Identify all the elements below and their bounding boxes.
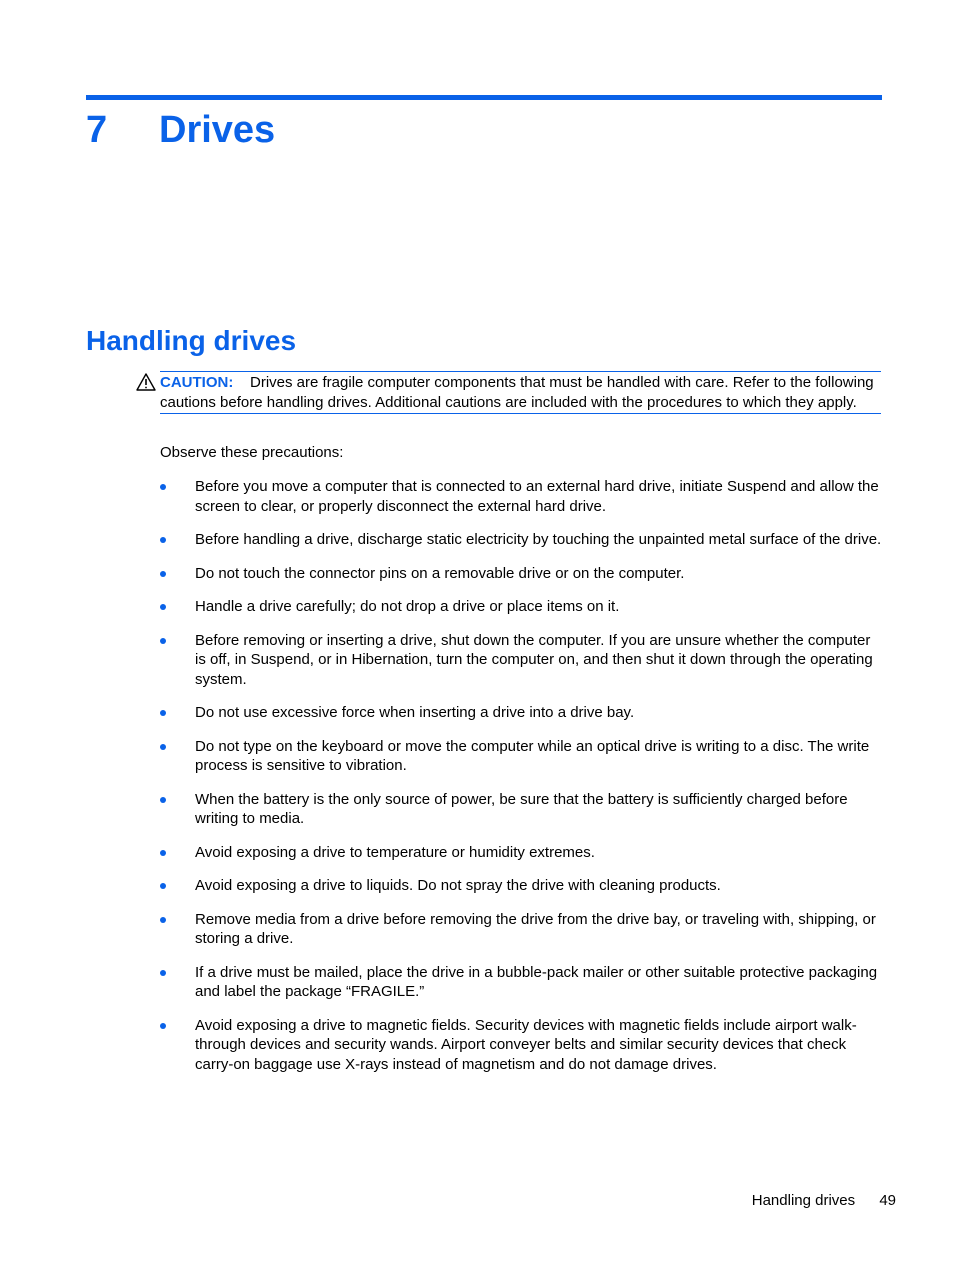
list-item xyxy=(160,963,882,1002)
list-item-text: If a drive must be mailed, place the drive in a bubble-pack mailer or other suitable protective packaging and label the package “FRAGILE.” xyxy=(195,963,878,1000)
bullet-icon xyxy=(160,883,166,889)
caution-paragraph xyxy=(160,373,881,412)
list-item xyxy=(160,597,882,617)
chapter-title: Drives xyxy=(159,109,276,151)
list-item xyxy=(160,631,882,690)
list-item xyxy=(160,530,882,550)
list-item xyxy=(160,737,882,776)
list-item xyxy=(160,790,882,829)
list-item-text: Remove media from a drive before removing the drive from the drive bay, or traveling with, shipping, or storing a drive. xyxy=(195,910,876,947)
bullet-icon xyxy=(160,604,166,610)
list-item-text: Avoid exposing a drive to magnetic fields. Security devices with magnetic fields include airport walk-through devices and security wands. Airport conveyer belts and similar security devices that check carry-on baggage use X-rays instead of magnetism and do not damage drives. xyxy=(195,1016,857,1073)
list-item xyxy=(160,703,882,723)
intro-text: Observe these precautions: xyxy=(160,444,344,461)
caution-text: Drives are fragile computer components that must be handled with care. Refer to the following cautions before handling drives. Additional cautions are included with the procedures to which they apply. xyxy=(160,374,874,411)
chapter-rule xyxy=(86,95,882,100)
page-footer xyxy=(752,1191,896,1211)
list-item-text: Handle a drive carefully; do not drop a drive or place items on it. xyxy=(195,598,620,615)
list-item xyxy=(160,477,882,516)
footer-section-title: Handling drives xyxy=(751,1192,856,1209)
bullet-icon xyxy=(160,797,166,803)
bullet-icon xyxy=(160,917,166,923)
precautions-list xyxy=(160,477,882,1088)
bullet-icon xyxy=(160,537,166,543)
list-item xyxy=(160,876,882,896)
list-item xyxy=(160,564,882,584)
list-item xyxy=(160,910,882,949)
list-item-text: Before you move a computer that is connected to an external hard drive, initiate Suspend and allow the screen to clear, or properly disconnect the external hard drive. xyxy=(195,478,879,515)
list-item xyxy=(160,843,882,863)
bullet-icon xyxy=(160,638,166,644)
list-item-text: Avoid exposing a drive to temperature or humidity extremes. xyxy=(195,843,595,861)
caution-box xyxy=(160,371,881,414)
list-item-text: Do not use excessive force when inserting a drive into a drive bay. xyxy=(195,704,635,721)
warning-triangle-icon xyxy=(136,373,156,391)
bullet-icon xyxy=(160,484,166,490)
bullet-icon xyxy=(160,571,166,577)
bullet-icon xyxy=(160,1023,166,1029)
list-item xyxy=(160,1016,882,1075)
section-title: Handling drives xyxy=(86,325,297,356)
caution-label: CAUTION: xyxy=(160,374,234,391)
list-item-text: Do not type on the keyboard or move the computer while an optical drive is writing to a disc. The write process is sensitive to vibration. xyxy=(195,737,870,774)
bullet-icon xyxy=(160,710,166,716)
list-item-text: Before handling a drive, discharge static electricity by touching the unpainted metal surface of the drive. xyxy=(195,531,882,548)
chapter-number: 7 xyxy=(86,109,108,151)
bullet-icon xyxy=(160,744,166,750)
list-item-text: Avoid exposing a drive to liquids. Do not spray the drive with cleaning products. xyxy=(195,877,721,894)
list-item-text: When the battery is the only source of power, be sure that the battery is sufficiently charged before writing to media. xyxy=(195,790,848,827)
page-number: 49 xyxy=(879,1192,896,1209)
bullet-icon xyxy=(160,970,166,976)
list-item-text: Do not touch the connector pins on a removable drive or on the computer. xyxy=(195,564,685,582)
bullet-icon xyxy=(160,850,166,856)
list-item-text: Before removing or inserting a drive, shut down the computer. If you are unsure whether the computer is off, in Suspend, or in Hibernation, turn the computer on, and then shut it down through the operating system. xyxy=(195,631,873,688)
